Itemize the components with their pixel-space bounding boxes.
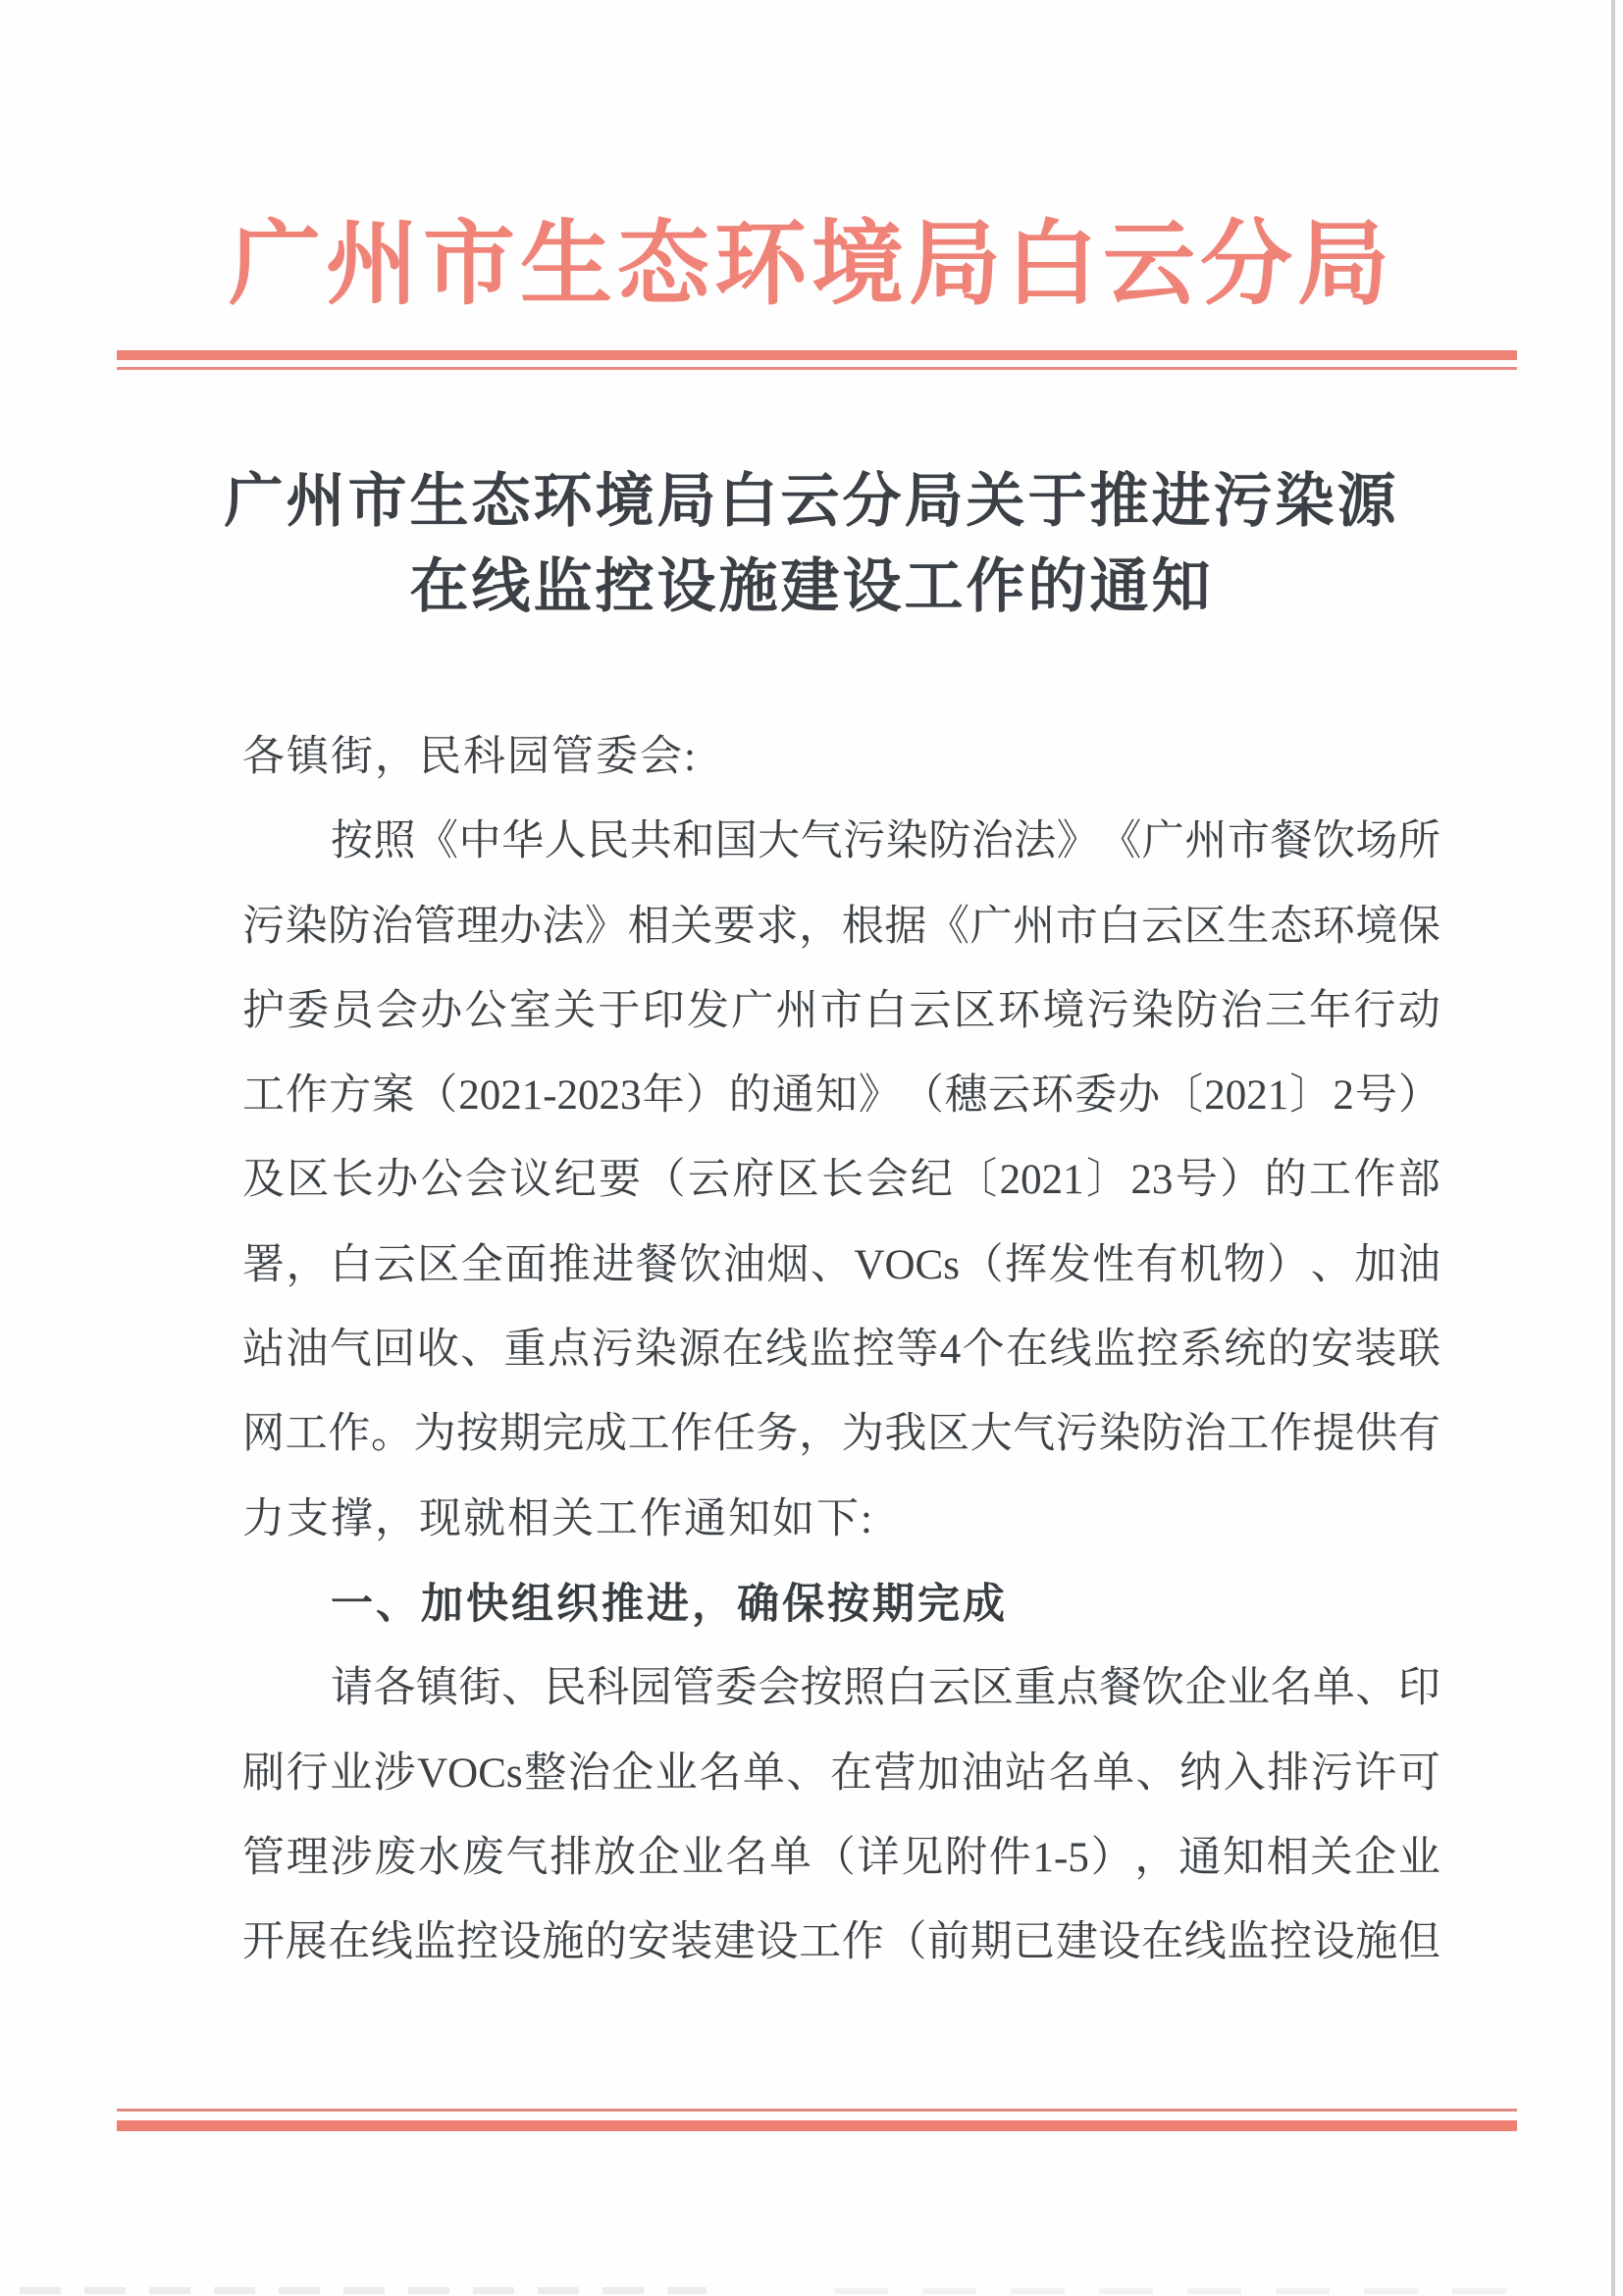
body-line: 按 照 《 中 华 人 民 共 和 国 大 气 污 染 防 治 法 》 《 广 州 市 餐 饮 场 所 — [331, 818, 1440, 865]
body-line: 刷 行 业 涉 VOCs 整 治 企 业 名 单 、 在 营 加 油 站 名 单 、 纳 入 排 污 许 可 — [242, 1749, 1440, 1797]
footer-rule-thick — [117, 2120, 1517, 2131]
letterhead-rule-thick — [117, 350, 1517, 360]
footer-rule-thin — [117, 2109, 1517, 2112]
scan-edge-line — [1611, 0, 1615, 2296]
body-line: 网 工 作 。 为 按 期 完 成 工 作 任 务 ， 为 我 区 大 气 污 染 防 治 工 作 提 供 有 — [242, 1411, 1440, 1458]
body-line: 请 各 镇 街 、 民 科 园 管 委 会 按 照 白 云 区 重 点 餐 饮 企 业 名 单 、 印 — [331, 1665, 1440, 1712]
section-heading: 一、加快组织推进，确保按期完成 — [331, 1580, 1008, 1628]
body-line: 站 油 气 回 收 、 重 点 污 染 源 在 线 监 控 等 4 个 在 线 监 控 系 统 的 安 装 联 — [242, 1327, 1440, 1374]
scan-noise-bottom-left — [20, 2287, 707, 2294]
scan-noise-bottom-right — [834, 2288, 1541, 2294]
body-line: 各镇街，民科园管委会: — [242, 734, 698, 780]
letterhead-agency-title: 广州市生态环境局白云分局 — [228, 214, 1394, 316]
document-title-line1: 广州市生态环境局白云分局关于推进污染源 — [224, 469, 1399, 534]
body-line: 署 ， 白 云 区 全 面 推 进 餐 饮 油 烟 、 VOCs （ 挥 发 性 有 机 物 ） 、 加 油 — [242, 1241, 1440, 1288]
letterhead-rule-thin — [117, 367, 1517, 370]
body-line: 及 区 长 办 公 会 议 纪 要 （ 云 府 区 长 会 纪 〔 2021 〕 23 号 ） 的 工 作 部 — [242, 1157, 1440, 1204]
body-line: 开 展 在 线 监 控 设 施 的 安 装 建 设 工 作 （ 前 期 已 建 设 在 线 监 控 设 施 但 — [242, 1919, 1440, 1966]
document-title — [0, 459, 1623, 630]
document-body — [242, 715, 1440, 1985]
body-line: 护 委 员 会 办 公 室 关 于 印 发 广 州 市 白 云 区 环 境 污 染 防 治 三 年 行 动 — [242, 987, 1440, 1034]
body-line: 管 理 涉 废 水 废 气 排 放 企 业 名 单 （ 详 见 附 件 1-5 ） ， 通 知 相 关 企 业 — [242, 1834, 1440, 1881]
body-line: 力支撑，现就相关工作通知如下: — [242, 1495, 874, 1542]
document-title-line2: 在线监控设施建设工作的通知 — [409, 554, 1214, 619]
body-line: 工 作 方 案 （ 2021-2023 年 ） 的 通 知 》 （ 穗 云 环 委 办 〔 2021 〕 2 号 ） — [242, 1072, 1440, 1120]
body-line: 污 染 防 治 管 理 办 法 》 相 关 要 求 ， 根 据 《 广 州 市 白 云 区 生 态 环 境 保 — [242, 903, 1440, 950]
